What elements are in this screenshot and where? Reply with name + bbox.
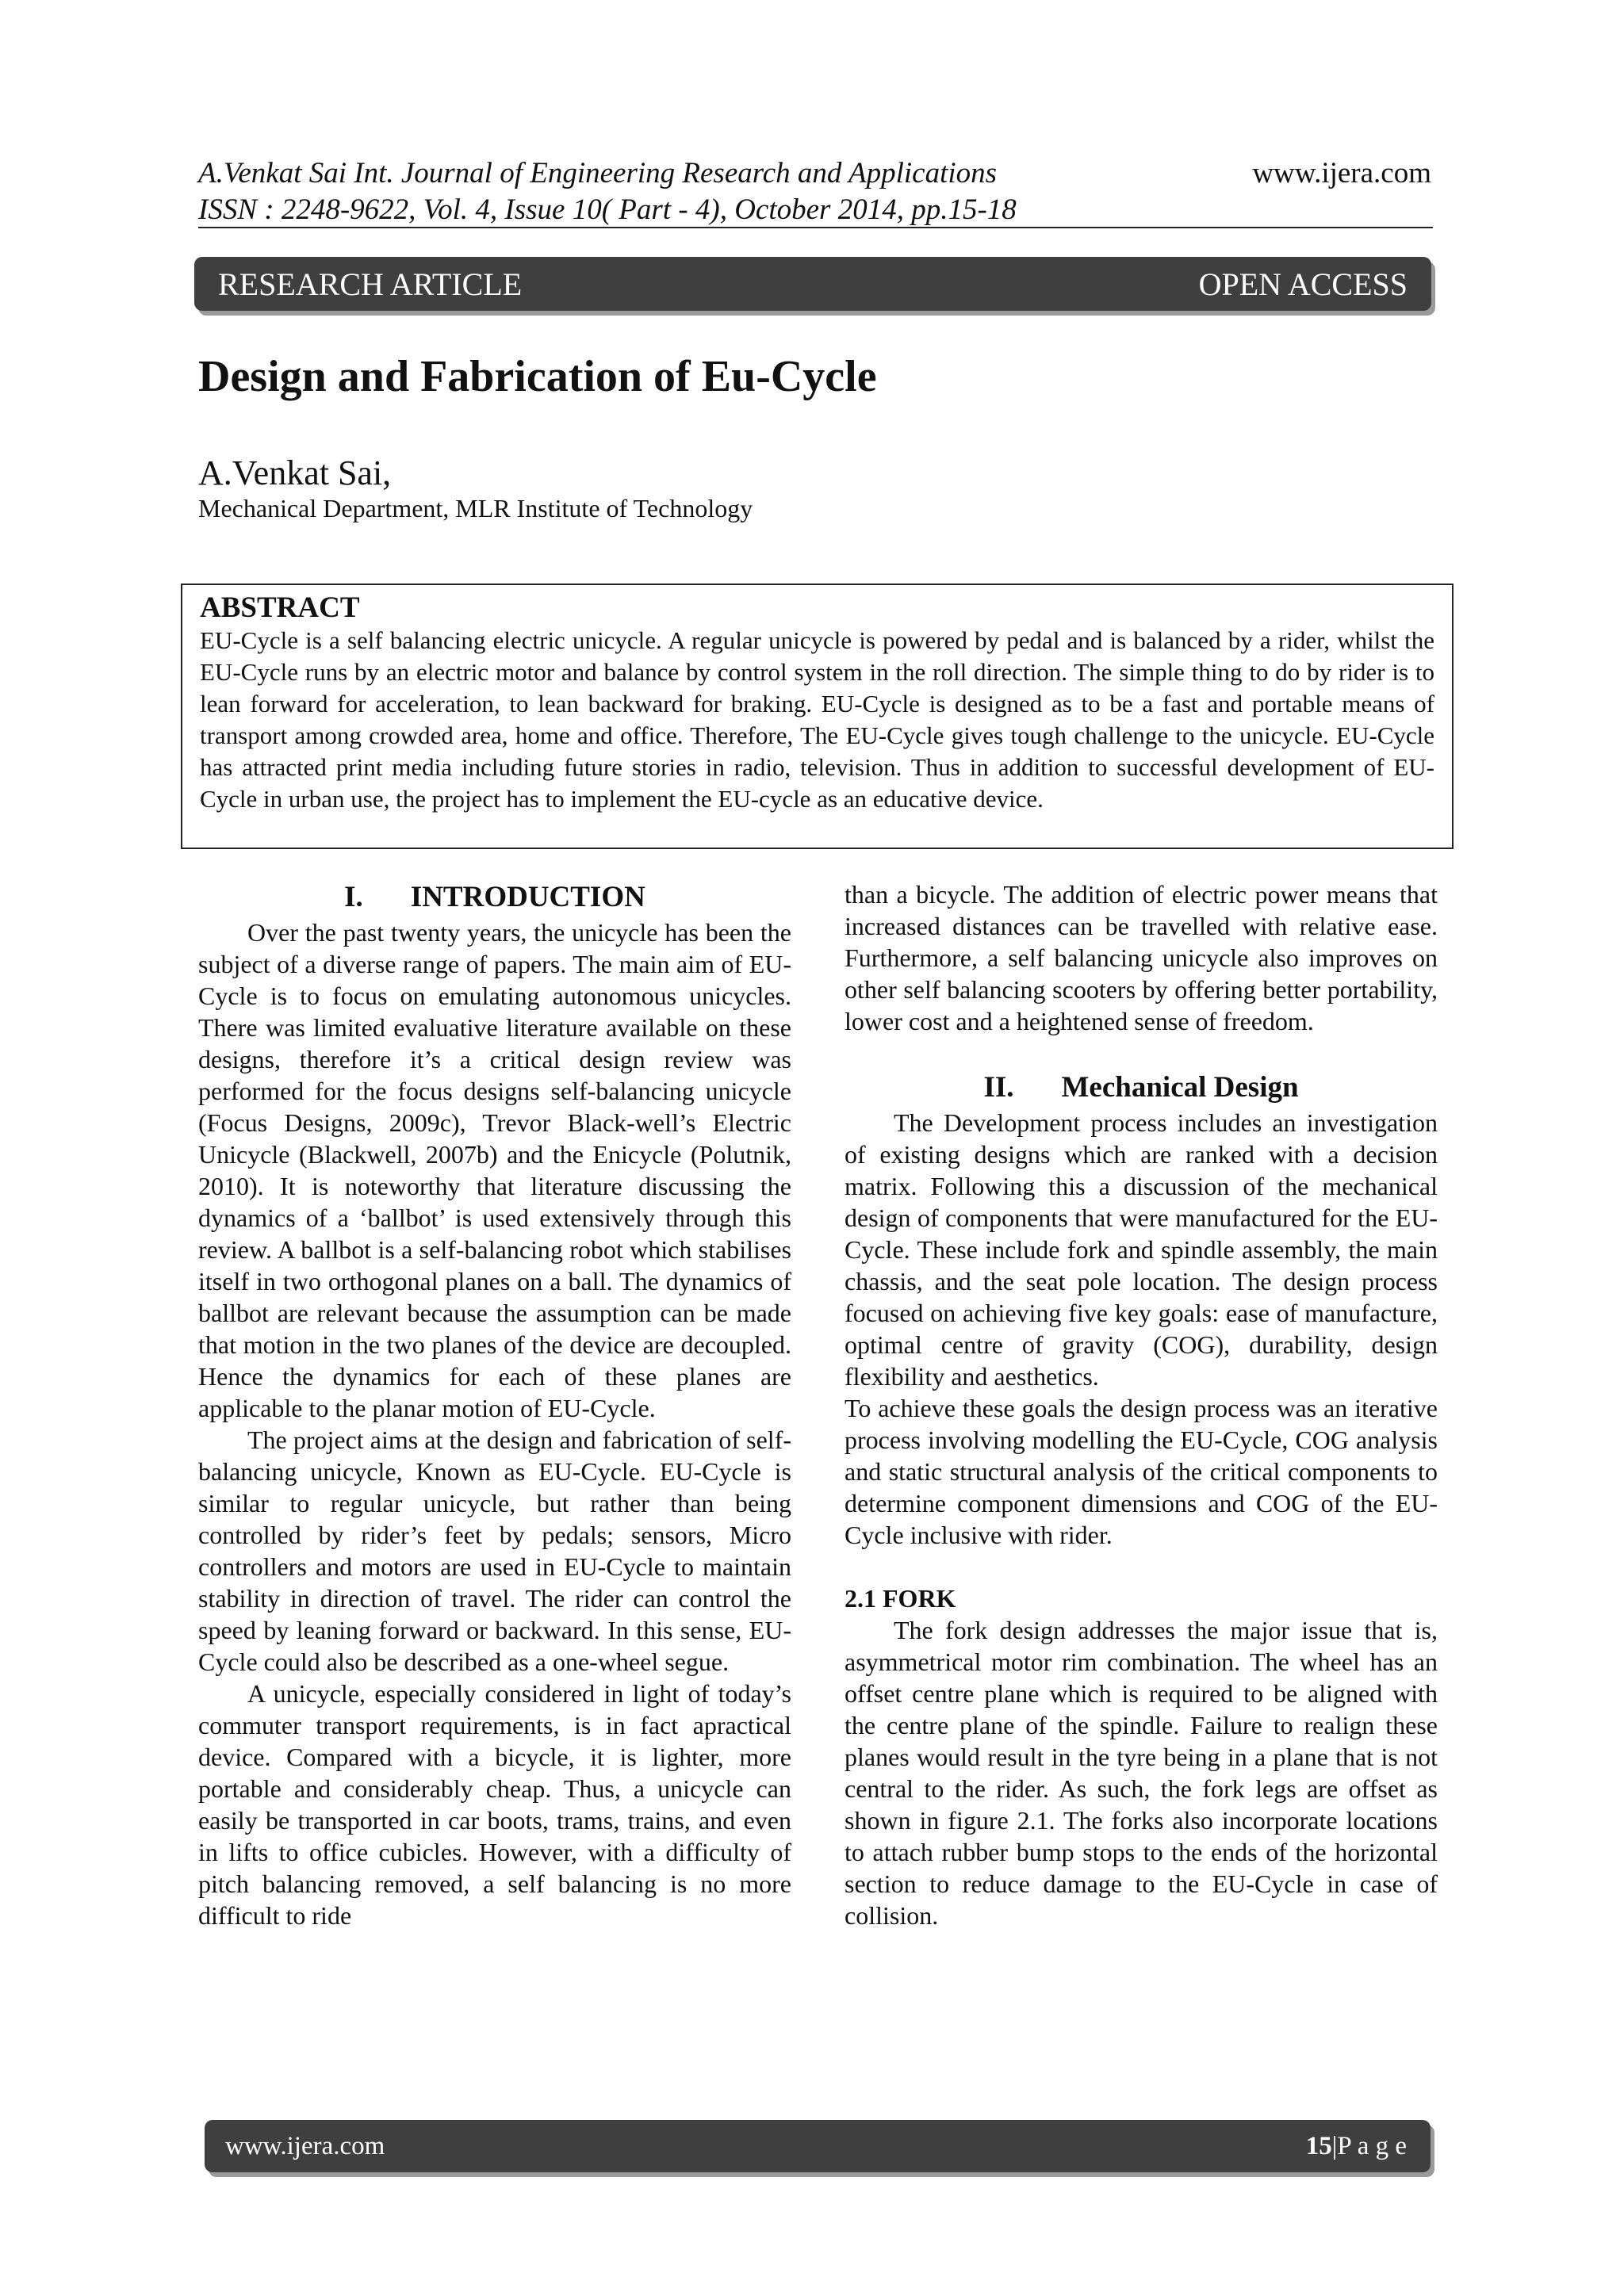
- fork-paragraph-1: The fork design addresses the major issue that is, asymmetrical motor rim combination. The wheel has an offset centre plane which is required to be aligned with the centre plane of the spindle. Failure to realign these planes would result in the tyre being in a plane that is not central to the rider. As such, the fork legs are offset as shown in figure 2.1. The forks also incorporate locations to attach rubber bump stops to the ends of the horizontal section to reduce damage to the EU-Cycle in case of collision.: [845, 1616, 1438, 1930]
- fork-heading: 2.1 FORK: [845, 1584, 956, 1613]
- paper-title: Design and Fabrication of Eu-Cycle: [198, 352, 877, 401]
- abstract-box: [181, 584, 1454, 849]
- header-website[interactable]: www.ijera.com: [1252, 157, 1431, 189]
- intro-paragraph-2: The project aims at the design and fabrication of self-balancing unicycle, Known as EU-Cycle. EU-Cycle is similar to regular unicycle, but rather than being controlled by rider’s feet by pedals; sensors, Micro controllers and motors are used in EU-Cycle to maintain stability in direction of travel. The rider can control the speed by leaning forward or backward. In this sense, EU-Cycle could also be described as a one-wheel segue.: [198, 1425, 791, 1676]
- intro-section-number: I.: [344, 881, 363, 913]
- open-access-label: OPEN ACCESS: [1198, 266, 1408, 302]
- page-footer: [205, 2120, 1431, 2172]
- intro-paragraph-3-continued: than a bicycle. The addition of electric power means that increased distances can be travelled with relative ease. Furthermore, a self balancing unicycle also improves on other self balancing scooters by offering better portability, lower cost and a heightened sense of freedom.: [845, 880, 1438, 1035]
- mech-heading: [845, 1069, 1438, 1107]
- intro-section-title: INTRODUCTION: [410, 881, 645, 913]
- footer-website[interactable]: www.ijera.com: [225, 2131, 385, 2160]
- header-divider: [198, 227, 1433, 228]
- author-name: A.Venkat Sai,: [198, 453, 392, 492]
- mech-section-title: Mechanical Design: [1061, 1071, 1299, 1104]
- abstract-heading: ABSTRACT: [200, 591, 360, 624]
- mech-section-number: II.: [983, 1071, 1014, 1104]
- intro-paragraph-3: A unicycle, especially considered in light of today’s commuter transport requirements, is in fact apractical device. Compared with a bicycle, it is lighter, more portable and considerably cheap. Thus, a unicycle can easily be transported in car boots, trams, trains, and even in lifts to office cubicles. However, with a difficulty of pitch balancing removed, a self balancing is no more difficult to ride: [198, 1679, 791, 1930]
- research-article-label: RESEARCH ARTICLE: [218, 266, 523, 302]
- intro-heading: [198, 878, 791, 916]
- page-number: [1306, 2132, 1407, 2161]
- page-number-value: 15: [1305, 2131, 1332, 2160]
- journal-line-1: A.Venkat Sai Int. Journal of Engineering Research and Applications: [198, 157, 998, 189]
- mech-paragraph-1: The Development process includes an investigation of existing designs which are ranked with a decision matrix. Following this a discussion of the mechanical design of components that were manufactured for the EU-Cycle. These include fork and spindle assembly, the main chassis, and the seat pole location. The design process focused on achieving five key goals: ease of manufacture, optimal centre of gravity (COG), durability, design flexibility and aesthetics.: [845, 1108, 1438, 1391]
- abstract-text: EU-Cycle is a self balancing electric unicycle. A regular unicycle is powered by pedal and is balanced by a rider, whilst the EU-Cycle runs by an electric motor and balance by control system in the roll direction. The simple thing to do by rider is to lean forward for acceleration, to lean backward for braking. EU-Cycle is designed as to be a fast and portable means of transport among crowded area, home and office. Therefore, The EU-Cycle gives tough challenge to the unicycle. EU-Cycle has attracted print media including future stories in radio, television. Thus in addition to successful development of EU-Cycle in urban use, the project has to implement the EU-cycle as an educative device.: [200, 626, 1434, 813]
- mech-paragraph-2: To achieve these goals the design process was an iterative process involving modelling the EU-Cycle, COG analysis and static structural analysis of the critical components to determine component dimensions and COG of the EU-Cycle inclusive with rider.: [845, 1394, 1438, 1549]
- left-column: [198, 878, 791, 1931]
- author-affiliation: Mechanical Department, MLR Institute of Technology: [198, 494, 753, 522]
- intro-paragraph-1: Over the past twenty years, the unicycle has been the subject of a diverse range of papers. The main aim of EU-Cycle is to focus on emulating autonomous unicycles. There was limited evaluative literature available on these designs, therefore it’s a critical design review was performed for the focus designs self-balancing unicycle (Focus Designs, 2009c), Trevor Black-well’s Electric Unicycle (Blackwell, 2007b) and the Enicycle (Polutnik, 2010). It is noteworthy that literature discussing the dynamics of a ‘ballbot’ is used extensively through this review. A ballbot is a self-balancing robot which stabilises itself in two orthogonal planes on a ball. The dynamics of ballbot are relevant because the assumption can be made that motion in the two planes of the device are decoupled. Hence the dynamics for each of these planes are applicable to the planar motion of EU-Cycle.: [198, 918, 791, 1422]
- page-label: |P a g e: [1331, 2131, 1407, 2160]
- journal-line-2: ISSN : 2248-9622, Vol. 4, Issue 10( Part - 4), October 2014, pp.15-18: [198, 193, 1017, 226]
- journal-citation: [198, 155, 1229, 228]
- right-column: [845, 878, 1438, 1931]
- article-type-banner: [194, 257, 1431, 311]
